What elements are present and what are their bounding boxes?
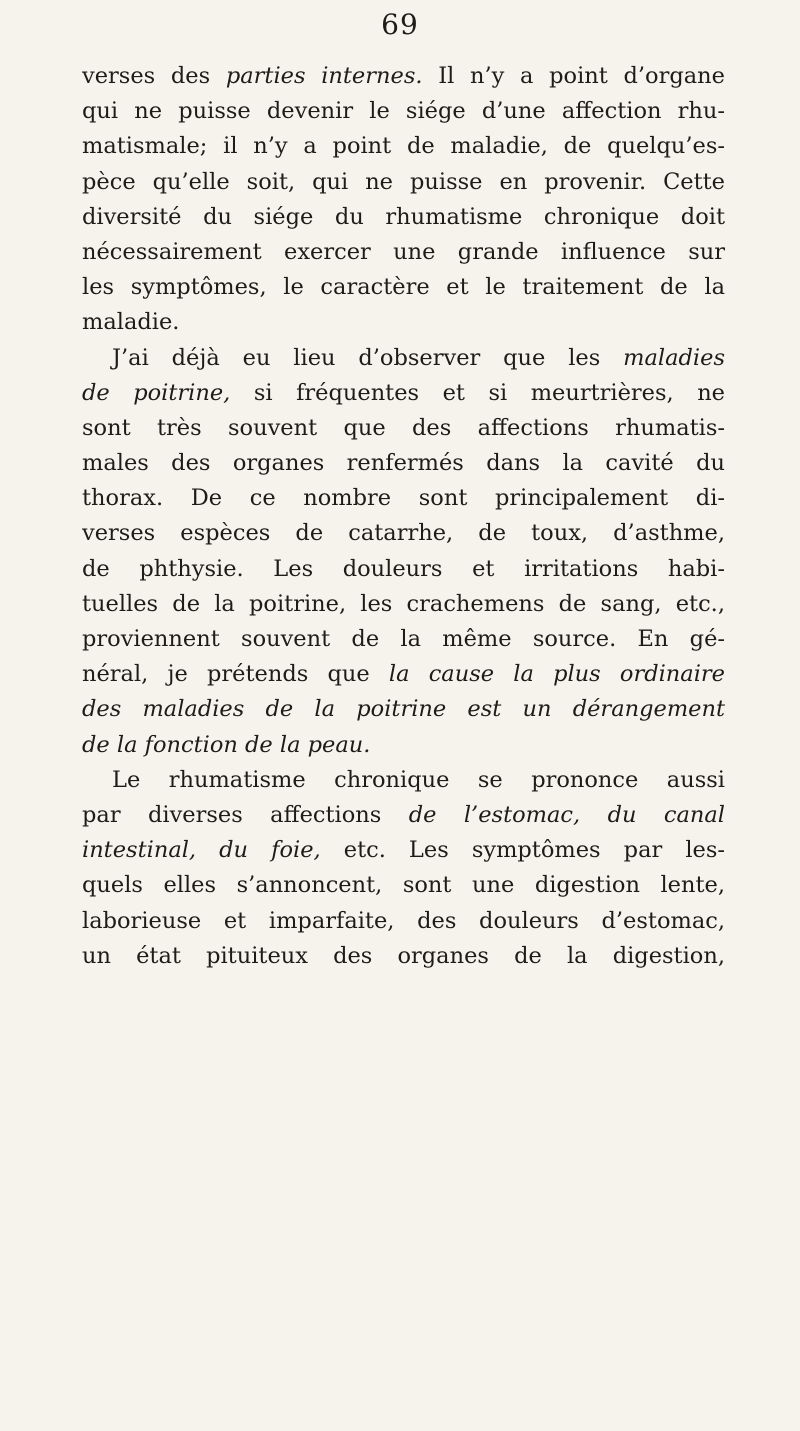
italic-text: de poitrine,: [82, 379, 231, 406]
italic-text: maladies: [623, 344, 725, 371]
text-segment: matismale; il n’y a point de maladie, de quelqu’es-: [82, 133, 725, 160]
text-segment: si fréquentes et si meurtrières, ne: [230, 379, 725, 406]
text-segment: males des organes renfermés dans la cavité du: [82, 450, 725, 477]
text-segment: par diverses affections: [82, 801, 409, 828]
text-line: [82, 305, 725, 340]
text-line: [82, 763, 725, 798]
text-segment: proviennent souvent de la même source. En gé-: [82, 626, 725, 652]
text-line: [82, 692, 725, 727]
text-line: [82, 165, 725, 200]
text-line: [82, 59, 725, 94]
text-segment: J’ai déjà eu lieu d’observer que les: [112, 344, 624, 371]
body-text: [82, 59, 725, 974]
text-line: [82, 622, 725, 657]
text-segment: verses espèces de catarrhe, de toux, d’asthme,: [82, 520, 725, 547]
text-line: [82, 235, 725, 270]
text-line: [82, 552, 725, 587]
text-line: [82, 939, 725, 974]
text-segment: nécessairement exercer une grande influence sur: [82, 238, 725, 265]
text-line: [82, 833, 725, 868]
text-segment: verses des: [82, 63, 226, 89]
text-line: [82, 481, 725, 516]
text-segment: pèce qu’elle soit, qui ne puisse en provenir. Cette: [82, 168, 725, 195]
text-line: [82, 270, 725, 305]
text-segment: thorax. De ce nombre sont principalement di-: [82, 485, 725, 512]
text-line: [82, 200, 725, 235]
italic-text: des maladies de la poitrine est un dérangement: [82, 696, 725, 723]
text-segment: sont très souvent que des affections rhumatis-: [82, 414, 725, 441]
text-segment: Il n’y a point d’organe: [422, 63, 725, 89]
text-line: [82, 411, 725, 446]
text-segment: Le rhumatisme chronique se prononce aussi: [112, 766, 725, 793]
text-segment: diversité du siége du rhumatisme chronique doit: [82, 203, 725, 230]
text-segment: etc. Les symptômes par les-: [320, 837, 725, 864]
text-line: [82, 728, 725, 763]
italic-text: la cause la plus ordinaire: [388, 661, 725, 688]
text-segment: un état pituiteux des organes de la digestion,: [82, 942, 725, 969]
text-segment: qui ne puisse devenir le siége d’une affection rhu-: [82, 98, 725, 125]
text-line: [82, 587, 725, 622]
italic-text: intestinal, du foie,: [82, 837, 321, 864]
italic-text: de l’estomac, du canal: [408, 801, 725, 828]
text-line: [82, 341, 725, 376]
text-line: [82, 798, 725, 833]
text-line: [82, 129, 725, 164]
page-number: 69: [381, 8, 419, 41]
text-segment: tuelles de la poitrine, les crachemens de sang, etc.,: [82, 590, 725, 617]
text-line: [82, 904, 725, 939]
text-segment: de phthysie. Les douleurs et irritations habi-: [82, 555, 725, 582]
text-line: [82, 94, 725, 129]
text-line: [82, 446, 725, 481]
text-line: [82, 516, 725, 551]
italic-text: de la fonction de la peau.: [82, 731, 371, 758]
text-segment: maladie.: [82, 309, 180, 336]
text-line: [82, 657, 725, 692]
italic-text: parties internes.: [225, 63, 423, 89]
text-segment: les symptômes, le caractère et le traitement de la: [82, 274, 725, 301]
text-segment: quels elles s’annoncent, sont une digestion lente,: [82, 872, 725, 899]
text-line: [82, 376, 725, 411]
text-segment: néral, je prétends que: [82, 661, 389, 688]
text-segment: laborieuse et imparfaite, des douleurs d’estomac,: [82, 907, 725, 934]
text-line: [82, 868, 725, 903]
